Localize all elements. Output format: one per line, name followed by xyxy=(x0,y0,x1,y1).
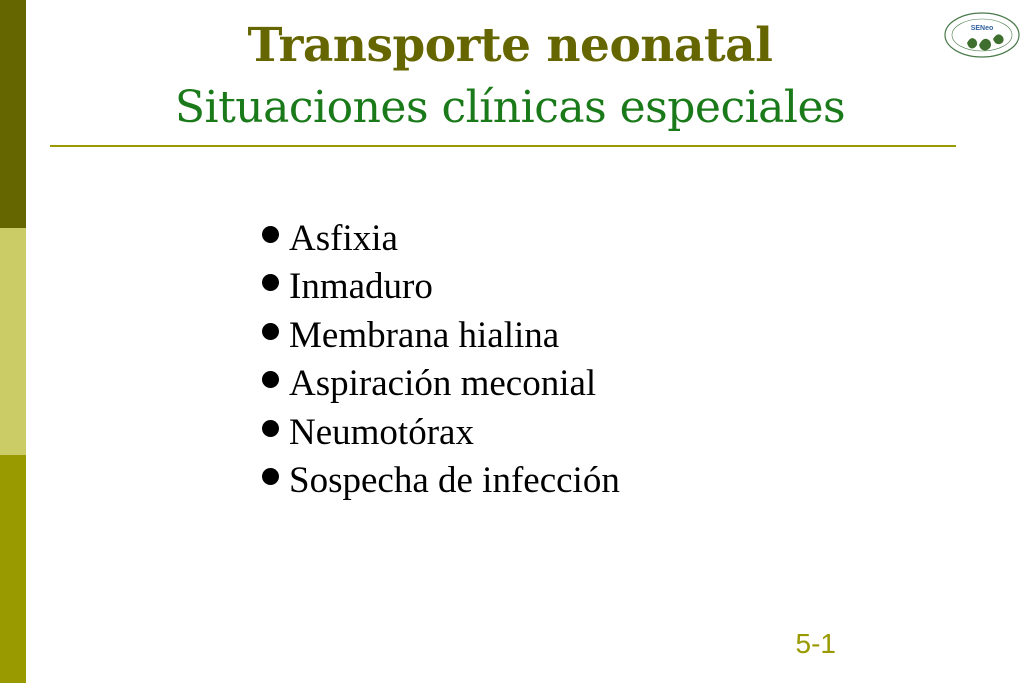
list-item-text: Asfixia xyxy=(289,217,398,259)
bullet-icon xyxy=(262,420,279,437)
list-item xyxy=(262,457,620,506)
bullet-icon xyxy=(262,371,279,388)
title-divider xyxy=(50,145,956,147)
side-bar-bottom xyxy=(0,455,26,683)
side-bar-middle xyxy=(0,228,26,455)
list-item xyxy=(262,311,620,360)
list-item-text: Membrana hialina xyxy=(289,314,560,356)
list-item xyxy=(262,408,620,457)
bullet-icon xyxy=(262,468,279,485)
list-item xyxy=(262,214,620,263)
list-item-text: Neumotórax xyxy=(289,411,474,453)
bullet-icon xyxy=(262,323,279,340)
seneo-logo xyxy=(941,9,1023,61)
page-number: 5-1 xyxy=(795,628,836,659)
list-item xyxy=(262,360,620,409)
bullet-icon xyxy=(262,274,279,291)
list-item-text: Aspiración meconial xyxy=(289,363,597,405)
slide-subtitle: Situaciones clínicas especiales xyxy=(174,82,846,133)
list-item-text: Inmaduro xyxy=(289,266,433,308)
list-item xyxy=(262,263,620,312)
bullet-icon xyxy=(262,226,279,243)
bullet-list xyxy=(262,214,620,505)
list-item-text: Sospecha de infección xyxy=(289,460,620,502)
logo-text: SENeo xyxy=(970,25,994,32)
side-bar-top xyxy=(0,0,26,228)
slide-title: Transporte neonatal xyxy=(247,18,773,73)
